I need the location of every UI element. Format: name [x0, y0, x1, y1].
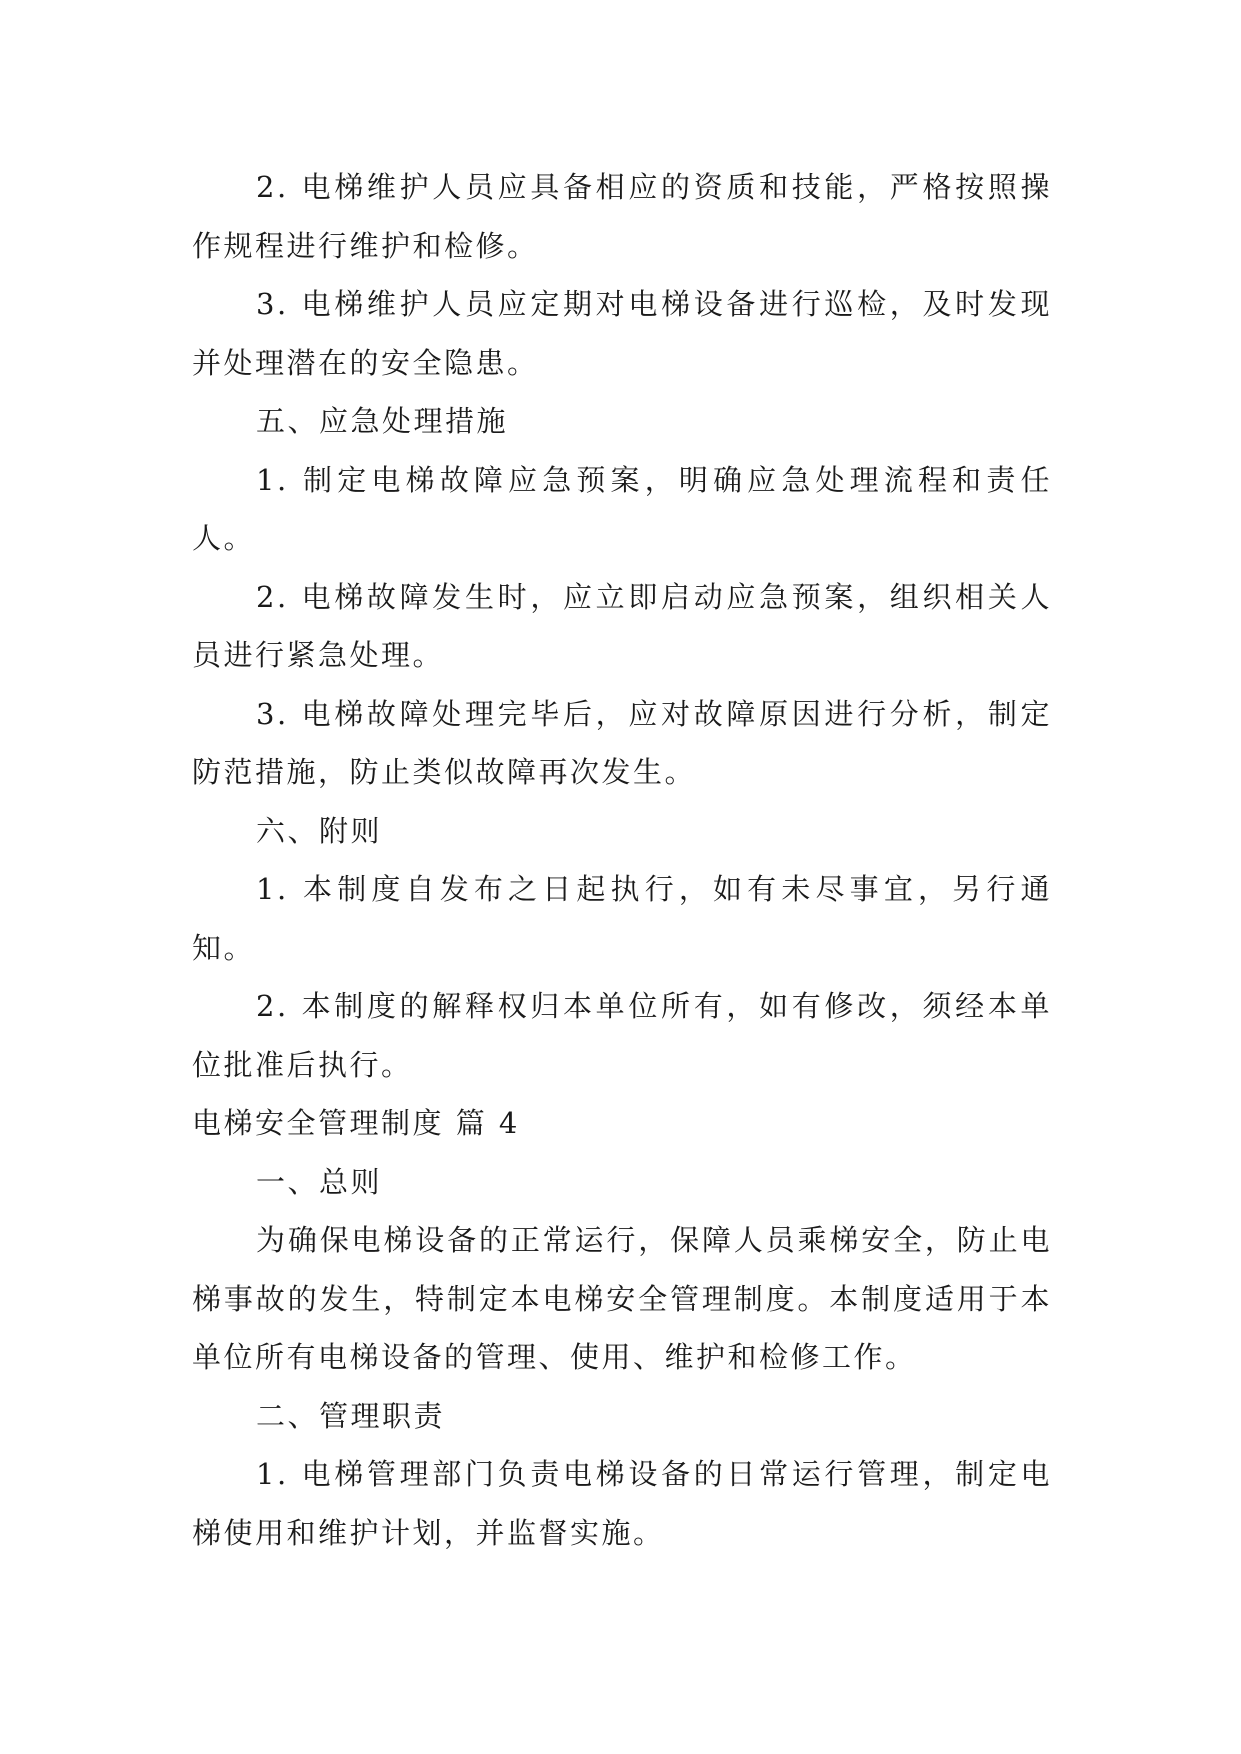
paragraph-item: 1. 本制度自发布之日起执行，如有未尽事宜，另行通知。 [192, 872, 1052, 965]
section-heading: 一、总则 [256, 1164, 383, 1199]
paragraph-item: 3. 电梯维护人员应定期对电梯设备进行巡检，及时发现并处理潜在的安全隐患。 [192, 287, 1052, 380]
document-title: 电梯安全管理制度 篇 4 [192, 1106, 520, 1140]
paragraph-item: 2. 本制度的解释权归本单位所有，如有修改，须经本单位批准后执行。 [192, 989, 1052, 1082]
section-heading: 二、管理职责 [256, 1398, 446, 1433]
paragraph-item: 2. 电梯故障发生时，应立即启动应急预案，组织相关人员进行紧急处理。 [192, 579, 1052, 672]
paragraph-item: 3. 电梯故障处理完毕后，应对故障原因进行分析，制定防范措施，防止类似故障再次发生。 [192, 696, 1052, 789]
paragraph-item: 为确保电梯设备的正常运行，保障人员乘梯安全，防止电梯事故的发生，特制定本电梯安全管理制度。本制度适用于本单位所有电梯设备的管理、使用、维护和检修工作。 [192, 1223, 1052, 1374]
paragraph-item: 1. 制定电梯故障应急预案，明确应急处理流程和责任人。 [192, 462, 1052, 555]
document-page [192, 158, 1052, 1562]
section-heading: 五、应急处理措施 [256, 404, 509, 438]
paragraph-item: 1. 电梯管理部门负责电梯设备的日常运行管理，制定电梯使用和维护计划，并监督实施。 [192, 1457, 1052, 1550]
section-heading: 六、附则 [256, 813, 383, 848]
paragraph-item: 2. 电梯维护人员应具备相应的资质和技能，严格按照操作规程进行维护和检修。 [192, 170, 1052, 263]
